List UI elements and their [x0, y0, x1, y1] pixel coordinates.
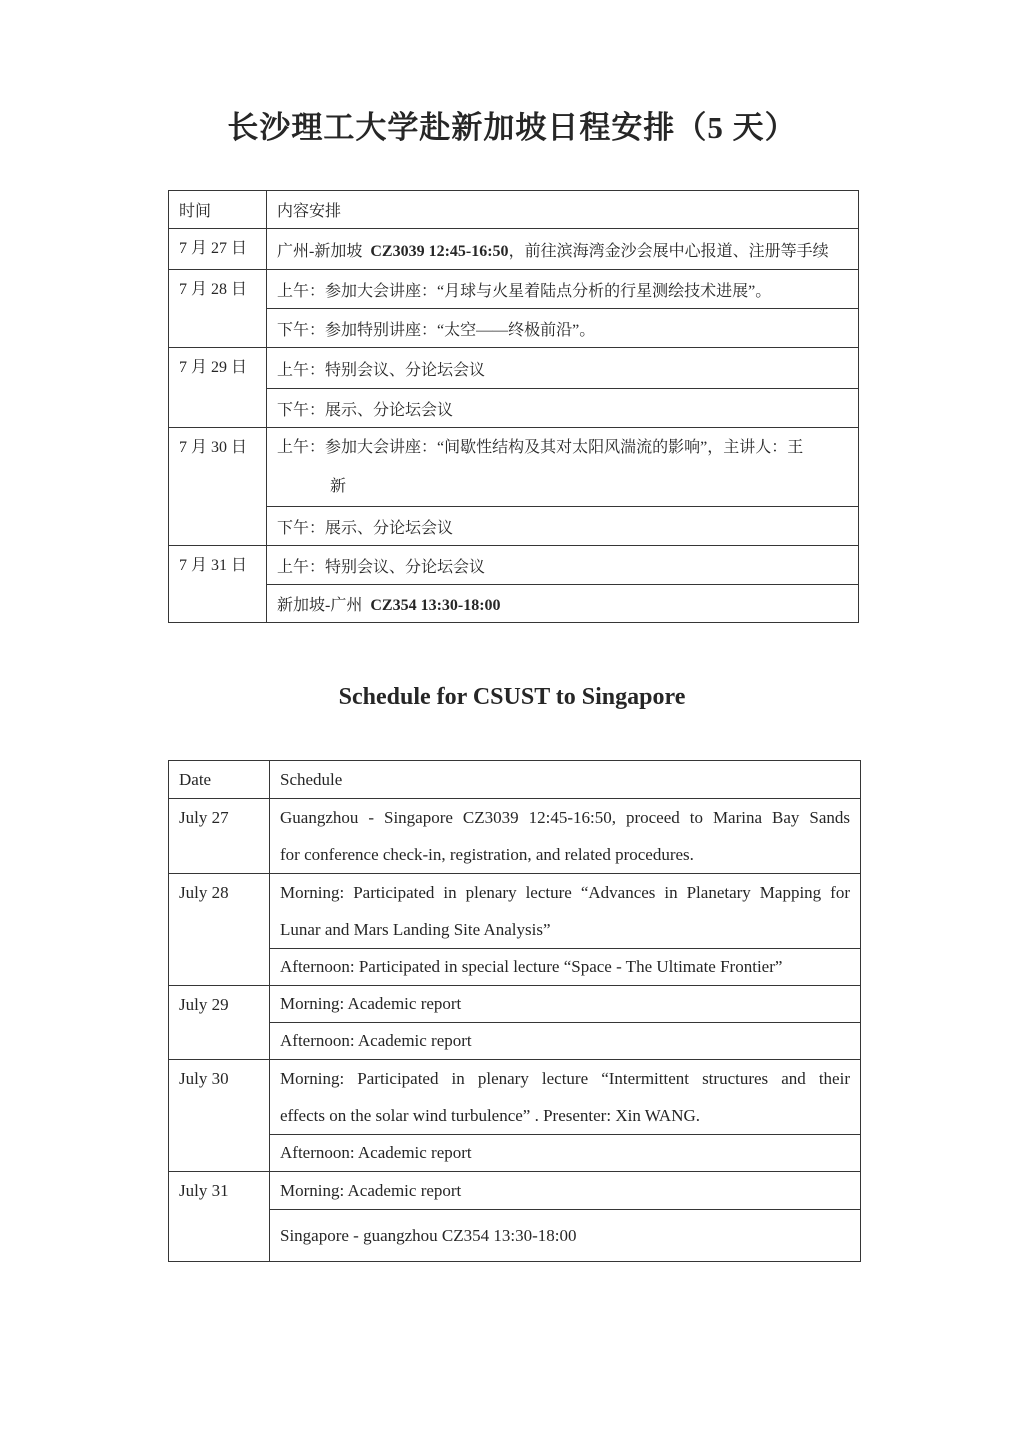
column-header-schedule: Schedule: [270, 761, 861, 799]
morning-entry-line1: 上午：参加大会讲座：“间歇性结构及其对太阳风湍流的影响”，主讲人：王: [277, 439, 804, 456]
table-row: [169, 949, 861, 986]
table-row: [169, 389, 859, 428]
schedule-cell: [270, 1135, 861, 1172]
afternoon-entry: Afternoon: Participated in special lecture “Space - The Ultimate Frontier”: [280, 957, 783, 976]
flight-route: 新加坡-广州: [277, 597, 371, 614]
cn-schedule-table: [168, 190, 859, 623]
table-row: [169, 270, 859, 309]
afternoon-entry: 下午：展示、分论坛会议: [277, 519, 454, 537]
table-header-row: [169, 761, 861, 799]
morning-entry: 上午：特别会议、分论坛会议: [277, 558, 486, 576]
morning-entry: 上午：特别会议、分论坛会议: [277, 361, 486, 379]
flight-note: ，前往滨海湾金沙会展中心报道、注册等手续: [508, 242, 829, 260]
date-cell: July 29: [169, 986, 270, 1060]
schedule-cell: [270, 1060, 861, 1135]
column-header-time: 时间: [169, 191, 267, 229]
schedule-cell: [267, 348, 859, 389]
return-flight-entry: Singapore - guangzhou CZ354 13:30-18:00: [280, 1225, 577, 1245]
date-cell: July 27: [169, 799, 270, 874]
table-row: [169, 309, 859, 348]
schedule-cell: [270, 1023, 861, 1060]
table-row: [169, 428, 859, 507]
date-cell: July 30: [169, 1060, 270, 1172]
date-cell: 7 月 28 日: [169, 270, 267, 348]
schedule-cell: [270, 874, 861, 949]
flight-entry-line1: Guangzhou - Singapore CZ3039 12:45-16:50, proceed to Marina Bay Sands: [280, 808, 850, 827]
schedule-cell: [267, 546, 859, 585]
morning-entry-line1: Morning: Participated in plenary lecture “Advances in Planetary Mapping for: [280, 883, 850, 902]
morning-entry-line2: 新: [330, 478, 347, 495]
afternoon-entry: 下午：参加特别讲座：“太空——终极前沿”。: [277, 321, 596, 339]
date-cell: 7 月 30 日: [169, 428, 267, 546]
table-row: [169, 348, 859, 389]
date-cell: July 31: [169, 1172, 270, 1262]
schedule-cell: [270, 1210, 861, 1262]
morning-entry-line2: Lunar and Mars Landing Site Analysis”: [280, 920, 551, 939]
schedule-cell: [267, 389, 859, 428]
morning-entry: Morning: Academic report: [280, 994, 462, 1013]
flight-number-time: CZ3039 12:45-16:50: [370, 242, 509, 260]
schedule-cell: [270, 986, 861, 1023]
table-row: [169, 546, 859, 585]
schedule-cell: [267, 507, 859, 546]
column-header-content: 内容安排: [267, 191, 859, 229]
schedule-cell: [267, 270, 859, 309]
table-row: [169, 1023, 861, 1060]
flight-route: 广州-新加坡: [277, 242, 371, 260]
table-row: [169, 874, 861, 949]
schedule-cell: [267, 585, 859, 623]
flight-entry-line2: for conference check-in, registration, and related procedures.: [280, 845, 694, 864]
morning-entry: 上午：参加大会讲座：“月球与火星着陆点分析的行星测绘技术进展”。: [277, 282, 772, 300]
table-row: [169, 1210, 861, 1262]
chinese-title: 长沙理工大学赴新加坡日程安排（5 天）: [227, 110, 797, 145]
table-row: [169, 986, 861, 1023]
english-title: Schedule for CSUST to Singapore: [338, 684, 686, 710]
afternoon-entry: 下午：展示、分论坛会议: [277, 401, 454, 419]
column-header-date: Date: [169, 761, 270, 799]
schedule-cell: [267, 309, 859, 348]
date-cell: July 28: [169, 874, 270, 986]
en-schedule-table: [168, 760, 861, 1262]
date-cell: 7 月 27 日: [169, 229, 267, 270]
morning-entry-line2: effects on the solar wind turbulence” . Presenter: Xin WANG.: [280, 1106, 701, 1125]
table-row: [169, 585, 859, 623]
date-cell: 7 月 31 日: [169, 546, 267, 623]
table-row: [169, 1135, 861, 1172]
table-row: [169, 507, 859, 546]
schedule-cell: [267, 229, 859, 270]
table-row: [169, 799, 861, 874]
schedule-cell: [270, 949, 861, 986]
schedule-cell: [270, 799, 861, 874]
morning-entry: Morning: Academic report: [280, 1180, 462, 1200]
morning-entry-line1: Morning: Participated in plenary lecture “Intermittent structures and their: [280, 1069, 850, 1088]
flight-number-time: CZ354 13:30-18:00: [370, 597, 501, 614]
afternoon-entry: Afternoon: Academic report: [280, 1031, 472, 1050]
date-cell: 7 月 29 日: [169, 348, 267, 428]
schedule-cell: [270, 1172, 861, 1210]
afternoon-entry: Afternoon: Academic report: [280, 1143, 472, 1162]
table-row: [169, 1060, 861, 1135]
table-row: [169, 229, 859, 270]
table-header-row: [169, 191, 859, 229]
table-row: [169, 1172, 861, 1210]
schedule-cell: [267, 428, 859, 507]
